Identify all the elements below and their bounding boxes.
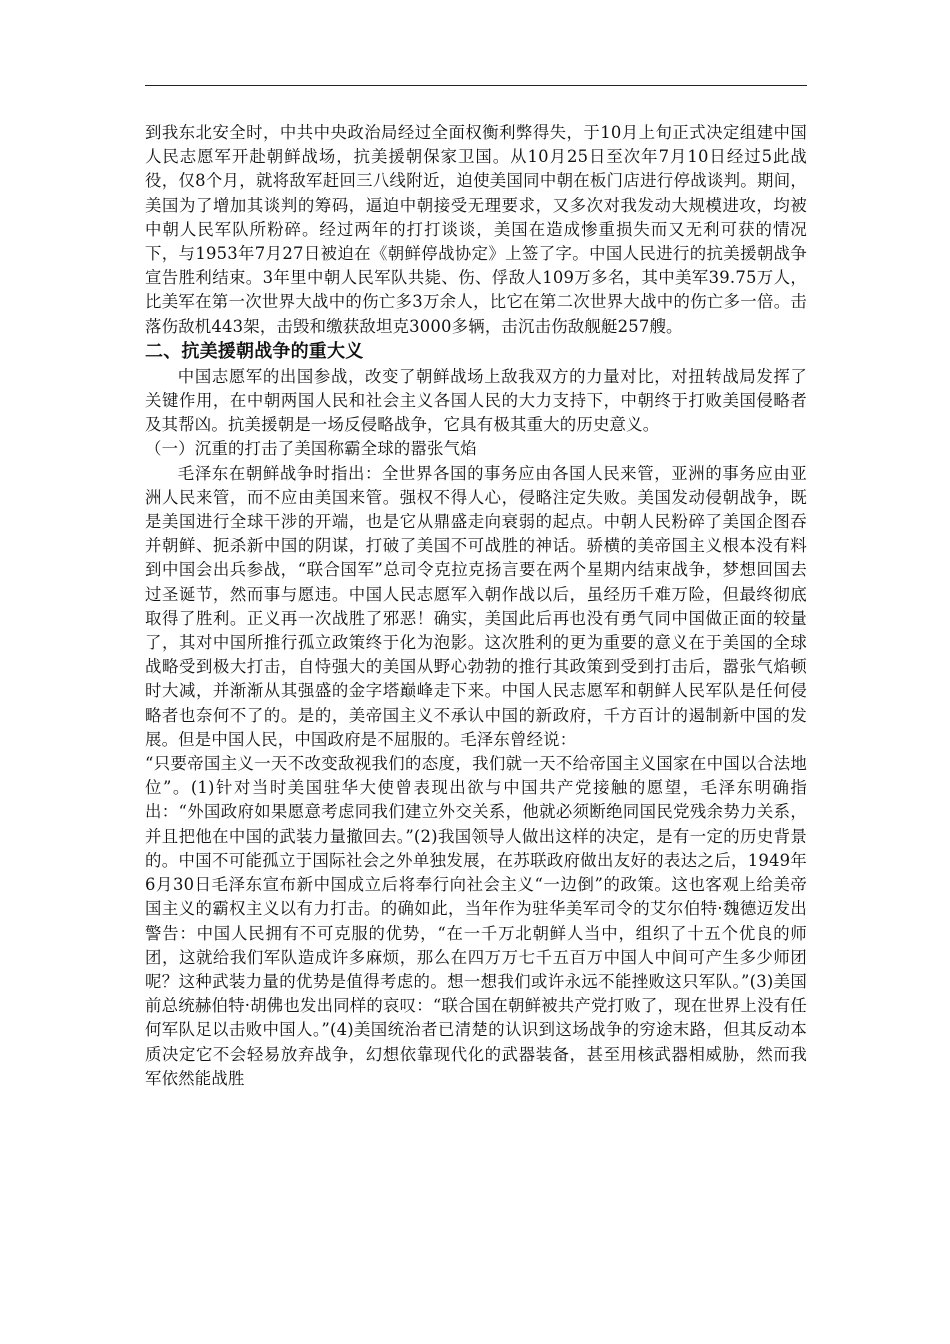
document-body bbox=[145, 121, 807, 1091]
body-paragraph: 中国志愿军的出国参战，改变了朝鲜战场上敌我双方的力量对比，对扭转战局发挥了关键作用，在中朝两国人民和社会主义各国人民的大力支持下，中朝终于打败美国侵略者及其帮凶。抗美援朝是一场反侵略战争，它具有极其重大的历史意义。 bbox=[145, 366, 807, 435]
header-rule bbox=[145, 85, 807, 86]
body-paragraph: “只要帝国主义一天不改变敌视我们的态度，我们就一天不给帝国主义国家在中国以合法地位”。(1)针对当时美国驻华大使曾表现出欲与中国共产党接触的愿望，毛泽东明确指出：“外国政府如果愿意考虑同我们建立外交关系，他就必须断绝同国民党残余势力关系，并且把他在中国的武装力量撤回去。”(2)我国领导人做出这样的决定，是有一定的历史背景的。中国不可能孤立于国际社会之外单独发展，在苏联政府做出友好的表达之后，1949年6月30日毛泽东宣布新中国成立后将奉行向社会主义“一边倒”的政策。这也客观上给美帝国主义的霸权主义以有力打击。的确如此，当年作为驻华美军司令的艾尔伯特·魏德迈发出警告：中国人民拥有不可克服的优势，“在一千万北朝鲜人当中，组织了十五个优良的师团，这就给我们军队造成许多麻烦，那么在四万万七千五百万中国人中间可产生多少师团呢？这种武装力量的优势是值得考虑的。想一想我们或许永远不能挫败这只军队。”(3)美国前总统赫伯特·胡佛也发出同样的哀叹：“联合国在朝鲜被共产党打败了，现在世界上没有任何军队足以击败中国人。”(4)美国统治者已清楚的认识到这场战争的穷途末路，但其反动本质决定它不会轻易放弃战争，幻想依靠现代化的武器装备，甚至用核武器相威胁，然而我军依然能战胜 bbox=[145, 754, 807, 1088]
sub-heading: （一）沉重的打击了美国称霸全球的嚣张气焰 bbox=[145, 439, 477, 459]
body-paragraph: 毛泽东在朝鲜战争时指出：全世界各国的事务应由各国人民来管，亚洲的事务应由亚洲人民来管，而不应由美国来管。强权不得人心，侵略注定失败。美国发动侵朝战争，既是美国进行全球干涉的开端，也是它从鼎盛走向衰弱的起点。中朝人民粉碎了美国企图吞并朝鲜、扼杀新中国的阴谋，打破了美国不可战胜的神话。骄横的美帝国主义根本没有料到中国会出兵参战，“联合国军”总司令克拉克扬言要在两个星期内结束战争，梦想回国去过圣诞节，然而事与愿违。中国人民志愿军入朝作战以后，虽经历千难万险，但最终彻底取得了胜利。正义再一次战胜了邪恶！确实，美国此后再也没有勇气同中国做正面的较量了，其对中国所推行孤立政策终于化为泡影。这次胜利的更为重要的意义在于美国的全球战略受到极大打击，自恃强大的美国从野心勃勃的推行其政策到受到打击后，嚣张气焰顿时大减，并渐渐从其强盛的金字塔巅峰走下来。中国人民志愿军和朝鲜人民军队是任何侵略者也奈何不了的。是的，美帝国主义不承认中国的新政府，千方百计的遏制新中国的发展。但是中国人民，中国政府是不屈服的。毛泽东曾经说： bbox=[145, 463, 807, 749]
section-heading: 二、抗美援朝战争的重大义 bbox=[145, 340, 364, 362]
body-paragraph: 到我东北安全时，中共中央政治局经过全面权衡利弊得失，于10月上旬正式决定组建中国人民志愿军开赴朝鲜战场，抗美援朝保家卫国。从10月25日至次年7月10日经过5此战役，仅8个月，就将敌军赶回三八线附近，迫使美国同中朝在板门店进行停战谈判。期间，美国为了增加其谈判的筹码，逼迫中朝接受无理要求，又多次对我发动大规模进攻，均被中朝人民军队所粉碎。经过两年的打打谈谈，美国在造成惨重损失而又无利可获的情况下，与1953年7月27日被迫在《朝鲜停战协定》上签了字。中国人民进行的抗美援朝战争宣告胜利结束。3年里中朝人民军队共毙、伤、俘敌人109万多名，其中美军39.75万人，比美军在第一次世界大战中的伤亡多3万余人，比它在第二次世界大战中的伤亡多一倍。击落伤敌机443架，击毁和缴获敌坦克3000多辆，击沉击伤敌舰艇257艘。 bbox=[145, 123, 807, 336]
